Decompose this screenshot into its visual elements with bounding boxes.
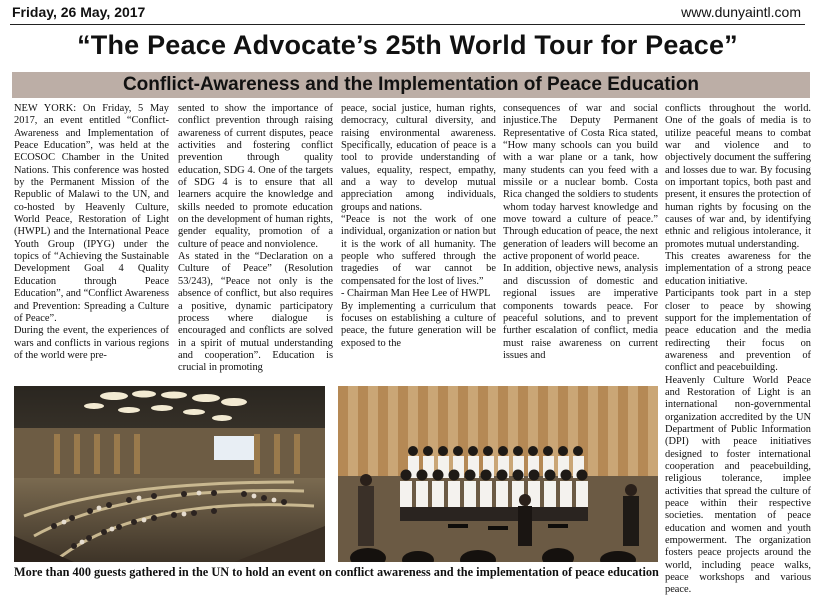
chamber-photo (14, 386, 325, 562)
paragraph: Participants took part in a step closer to peace by showing support for the implementation of peace education and the media redirecting their focus on awareness and prevention of conflict and peacebuilding. (665, 288, 811, 374)
website-url: www.dunyaintl.com (681, 4, 801, 20)
quote-attribution: - Chairman Man Hee Lee of HWPL (341, 288, 491, 300)
paragraph: During the event, the experiences of wars and conflicts in various regions of the world were pre- (14, 325, 169, 361)
article-column-2 (178, 103, 333, 385)
section-title: Conflict-Awareness and the Implementation of Peace Education (12, 72, 810, 98)
quote: “Peace is not the work of one individual, organization or nation but it is the work of all humanity. The people who suffered through the tragedies of war cannot be compensated for the lost of lives.” (341, 214, 496, 287)
page-header (0, 0, 815, 30)
paragraph: Heavenly Culture World Peace and Restoration of Light is an international non-governmental organization accredited by the UN Department of Public Information (DPI) with peace initiatives designed to foster international cooperation and peacebuilding, religious tolerance, implee activities that spread the culture of peace within their respective societies. mentation of peace education and women and youth empowerment. The organization fosters peace projects around the world, including peace walks, peace workshops and various peace. (665, 374, 811, 596)
paragraph: peace, social justice, human rights, democracy, cultural diversity, and raising environmental awareness. Specifically, education of peace is a tool to provide understanding of values, equality, respect, empathy, and a way to develop mutual appreciation among individuals, groups and nations. (341, 103, 496, 213)
paragraph: NEW YORK: On Friday, 5 May 2017, an event entitled “Conflict-Awareness and Implementation of Peace Education”, was held at the ECOSOC Chamber in the United Nations. This conference was hosted by the Permanent Mission of the Republic of Malawi to the UN, and co-hosted by Heavenly Culture, World Peace, Restoration of Light (HWPL) and the International Peace Youth Group (IPYG) under the topics of “Achieving the Sustainable Development Goal 4 Quality Education through Peace Education”, and “Conflict Awareness and Prevention: Spreading a Culture of Peace”. (14, 103, 169, 324)
paragraph: By implementing a curriculum that focuses on establishing a culture of peace, the future generation will be exposed to the (341, 300, 496, 349)
paragraph: In addition, objective news, analysis and discussion of domestic and regional issues are imperative components towards peace. For peaceful solutions, and to prevent further escalation of conflict, media must raise awareness on current issues and (503, 263, 658, 361)
article-column-4 (503, 103, 658, 385)
issue-date: Friday, 26 May, 2017 (12, 4, 146, 20)
headline: “The Peace Advocate’s 25th World Tour for Peace” (77, 30, 738, 60)
paragraph: This creates awareness for the implementation of a strong peace education initiative. (665, 251, 811, 287)
paragraph: As stated in the “Declaration on a Culture of Peace” (Resolution 53/243), “Peace not only is the absence of conflict, but also requires a positive, dynamic participatory process where dialogue is encouraged and conflicts are solved in a spirit of mutual understanding and cooperation”. Education is crucial in promoting (178, 251, 333, 374)
paragraph: conflicts throughout the world. One of the goals of media is to utilize peaceful means to combat war and violence and to objectively document the suffering and losses due to war. By focusing on important topics, both past and present, it ensures the protection of human rights by focusing on the causes of war and, by identifying ethnic and religious intolerance, it promotes mutual understanding. (665, 103, 812, 250)
article-column-1 (14, 103, 169, 385)
article-column-3 (341, 103, 496, 385)
chamber-photo-image (14, 386, 325, 562)
photo-caption: More than 400 guests gathered in the UN to hold an event on conflict awareness and the implementation of peace education (14, 565, 659, 579)
article-column-5 (665, 103, 811, 597)
header-rule (10, 24, 805, 25)
paragraph: sented to show the importance of conflict prevention through raising awareness of current disputes, peace activities and fostering conflict prevention through quality education, SDG 4. One of the targets of SDG 4 is to ensure that all learners acquire the knowledge and skills needed to promote education on the development of human rights, gender equality, promotion of a culture of peace and nonviolence. (178, 103, 333, 250)
choir-photo (338, 386, 658, 562)
paragraph: consequences of war and social injustice.The Deputy Permanent Representative of Costa Rica stated, “How many schools can you build with a war plane or a tank, how many students can you feed with a missile or a nuclear bomb. Costa Rica changed the soldiers to students whom today harvest knowledge and move toward a culture of peace.” Through education of peace, the next generation of leaders will become an active proponent of world peace. (503, 103, 658, 263)
choir-photo-image (338, 386, 658, 562)
